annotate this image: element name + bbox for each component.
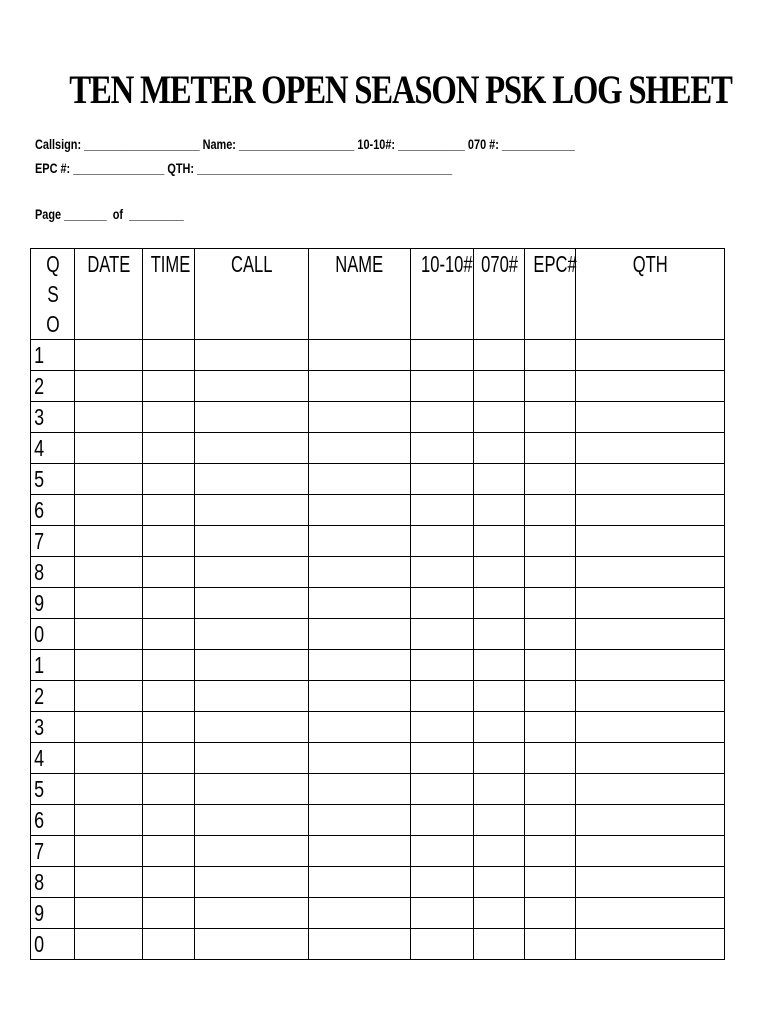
qso-number: 7: [34, 838, 45, 864]
date-cell[interactable]: [75, 526, 143, 557]
070-cell[interactable]: [474, 557, 525, 588]
table-row: [31, 402, 725, 433]
qth-cell[interactable]: [576, 867, 725, 898]
name-cell[interactable]: [309, 929, 411, 960]
qso-number: 6: [34, 807, 45, 833]
name-cell[interactable]: [309, 898, 411, 929]
date-cell[interactable]: [75, 867, 143, 898]
header-070: 070#: [474, 249, 525, 340]
qso-number: 3: [34, 714, 45, 740]
qso-number: 4: [34, 435, 45, 461]
qth-cell[interactable]: [576, 898, 725, 929]
epc-cell[interactable]: [525, 526, 576, 557]
name-cell[interactable]: [309, 557, 411, 588]
time-cell[interactable]: [143, 557, 195, 588]
epc-cell[interactable]: [525, 929, 576, 960]
time-cell[interactable]: [143, 495, 195, 526]
epc-cell[interactable]: [525, 712, 576, 743]
date-cell[interactable]: [75, 433, 143, 464]
070-cell[interactable]: [474, 526, 525, 557]
qso-number: 6: [34, 497, 45, 523]
qso-number-cell: [31, 340, 75, 371]
call-cell[interactable]: [195, 557, 309, 588]
070-cell[interactable]: [474, 712, 525, 743]
10-10-cell[interactable]: [411, 464, 474, 495]
date-cell[interactable]: [75, 402, 143, 433]
qth-cell[interactable]: [576, 619, 725, 650]
epc-cell[interactable]: [525, 340, 576, 371]
10-10-cell[interactable]: [411, 371, 474, 402]
qso-number: 0: [34, 931, 45, 957]
10-10-cell[interactable]: [411, 929, 474, 960]
name-cell[interactable]: [309, 526, 411, 557]
qth-cell[interactable]: [576, 340, 725, 371]
time-cell[interactable]: [143, 774, 195, 805]
time-cell[interactable]: [143, 805, 195, 836]
log-body: [31, 340, 725, 960]
call-cell[interactable]: [195, 402, 309, 433]
call-cell[interactable]: [195, 836, 309, 867]
time-cell[interactable]: [143, 464, 195, 495]
10-10-cell[interactable]: [411, 526, 474, 557]
date-cell[interactable]: [75, 743, 143, 774]
table-row: [31, 650, 725, 681]
10-10-cell[interactable]: [411, 681, 474, 712]
qth-cell[interactable]: [576, 805, 725, 836]
time-cell[interactable]: [143, 712, 195, 743]
header-qth: QTH: [576, 249, 725, 340]
qth-cell[interactable]: [576, 681, 725, 712]
qso-number-cell: [31, 464, 75, 495]
10-10-cell[interactable]: [411, 557, 474, 588]
time-cell[interactable]: [143, 433, 195, 464]
table-row: [31, 526, 725, 557]
epc-cell[interactable]: [525, 495, 576, 526]
call-cell[interactable]: [195, 588, 309, 619]
qso-number-cell: [31, 681, 75, 712]
call-cell[interactable]: [195, 464, 309, 495]
call-cell[interactable]: [195, 340, 309, 371]
10-10-cell[interactable]: [411, 712, 474, 743]
time-cell[interactable]: [143, 836, 195, 867]
date-cell[interactable]: [75, 495, 143, 526]
time-cell[interactable]: [143, 588, 195, 619]
10-10-cell[interactable]: [411, 495, 474, 526]
qso-number: 2: [34, 683, 45, 709]
table-row: [31, 929, 725, 960]
qso-number: 9: [34, 900, 45, 926]
10-10-cell[interactable]: [411, 898, 474, 929]
log-table: [30, 248, 725, 960]
qso-number: 5: [34, 466, 45, 492]
header-time: TIME: [143, 249, 195, 340]
qso-number: 3: [34, 404, 45, 430]
qso-number-cell: [31, 929, 75, 960]
name-cell[interactable]: [309, 402, 411, 433]
qth-cell[interactable]: [576, 743, 725, 774]
10-10-cell[interactable]: [411, 619, 474, 650]
epc-cell[interactable]: [525, 898, 576, 929]
header-name: NAME: [309, 249, 411, 340]
qth-cell[interactable]: [576, 371, 725, 402]
10-10-cell[interactable]: [411, 743, 474, 774]
call-cell[interactable]: [195, 743, 309, 774]
name-cell[interactable]: [309, 650, 411, 681]
epc-cell[interactable]: [525, 836, 576, 867]
call-cell[interactable]: [195, 681, 309, 712]
time-cell[interactable]: [143, 743, 195, 774]
10-10-cell[interactable]: [411, 805, 474, 836]
qso-number-cell: [31, 805, 75, 836]
070-cell[interactable]: [474, 340, 525, 371]
date-cell[interactable]: [75, 371, 143, 402]
epc-cell[interactable]: [525, 433, 576, 464]
call-cell[interactable]: [195, 929, 309, 960]
070-cell[interactable]: [474, 774, 525, 805]
070-cell[interactable]: [474, 836, 525, 867]
070-cell[interactable]: [474, 402, 525, 433]
10-10-cell[interactable]: [411, 774, 474, 805]
name-cell[interactable]: [309, 619, 411, 650]
header-call: CALL: [195, 249, 309, 340]
table-row: [31, 712, 725, 743]
070-cell[interactable]: [474, 650, 525, 681]
name-cell[interactable]: [309, 681, 411, 712]
qth-cell[interactable]: [576, 464, 725, 495]
qso-number-cell: [31, 867, 75, 898]
date-cell[interactable]: [75, 650, 143, 681]
call-cell[interactable]: [195, 371, 309, 402]
name-cell[interactable]: [309, 712, 411, 743]
table-row: [31, 557, 725, 588]
name-cell[interactable]: [309, 371, 411, 402]
epc-cell[interactable]: [525, 557, 576, 588]
table-row: [31, 898, 725, 929]
epc-cell[interactable]: [525, 743, 576, 774]
qth-cell[interactable]: [576, 495, 725, 526]
time-cell[interactable]: [143, 526, 195, 557]
name-cell[interactable]: [309, 495, 411, 526]
qth-cell[interactable]: [576, 433, 725, 464]
070-cell[interactable]: [474, 805, 525, 836]
qso-number: 5: [34, 776, 45, 802]
time-cell[interactable]: [143, 867, 195, 898]
date-cell[interactable]: [75, 805, 143, 836]
name-cell[interactable]: [309, 743, 411, 774]
call-cell[interactable]: [195, 867, 309, 898]
qso-number-cell: [31, 712, 75, 743]
header-date: DATE: [75, 249, 143, 340]
date-cell[interactable]: [75, 681, 143, 712]
table-row: [31, 681, 725, 712]
time-cell[interactable]: [143, 650, 195, 681]
table-row: [31, 588, 725, 619]
name-cell[interactable]: [309, 805, 411, 836]
qth-cell[interactable]: [576, 836, 725, 867]
10-10-cell[interactable]: [411, 340, 474, 371]
qso-number: 4: [34, 745, 45, 771]
date-cell[interactable]: [75, 774, 143, 805]
070-cell[interactable]: [474, 743, 525, 774]
callsign-name-fields[interactable]: Callsign: ___________________ Name: ___________________ 10-10#: ___________ 070 #: ____________: [35, 136, 575, 152]
070-cell[interactable]: [474, 867, 525, 898]
call-cell[interactable]: [195, 712, 309, 743]
qso-number-cell: [31, 898, 75, 929]
header-10-10: 10-10#: [411, 249, 474, 340]
qth-cell[interactable]: [576, 774, 725, 805]
date-cell[interactable]: [75, 340, 143, 371]
070-cell[interactable]: [474, 588, 525, 619]
date-cell[interactable]: [75, 929, 143, 960]
call-cell[interactable]: [195, 805, 309, 836]
page-of-fields[interactable]: Page _______ of _________: [35, 206, 184, 222]
epc-cell[interactable]: [525, 464, 576, 495]
qso-number-cell: [31, 495, 75, 526]
qth-cell[interactable]: [576, 712, 725, 743]
qso-number: 1: [34, 342, 45, 368]
call-cell[interactable]: [195, 898, 309, 929]
call-cell[interactable]: [195, 774, 309, 805]
070-cell[interactable]: [474, 681, 525, 712]
10-10-cell[interactable]: [411, 588, 474, 619]
qso-number-cell: [31, 836, 75, 867]
epc-cell[interactable]: [525, 867, 576, 898]
name-cell[interactable]: [309, 867, 411, 898]
table-row: [31, 743, 725, 774]
table-row: [31, 371, 725, 402]
date-cell[interactable]: [75, 464, 143, 495]
qso-number-cell: [31, 371, 75, 402]
qso-number: 0: [34, 621, 45, 647]
name-cell[interactable]: [309, 774, 411, 805]
qth-cell[interactable]: [576, 588, 725, 619]
time-cell[interactable]: [143, 371, 195, 402]
epc-cell[interactable]: [525, 371, 576, 402]
epc-cell[interactable]: [525, 588, 576, 619]
time-cell[interactable]: [143, 619, 195, 650]
call-cell[interactable]: [195, 433, 309, 464]
070-cell[interactable]: [474, 464, 525, 495]
name-cell[interactable]: [309, 464, 411, 495]
qth-cell[interactable]: [576, 929, 725, 960]
time-cell[interactable]: [143, 929, 195, 960]
call-cell[interactable]: [195, 495, 309, 526]
070-cell[interactable]: [474, 898, 525, 929]
qso-number: 9: [34, 590, 45, 616]
name-cell[interactable]: [309, 340, 411, 371]
070-cell[interactable]: [474, 619, 525, 650]
date-cell[interactable]: [75, 557, 143, 588]
name-cell[interactable]: [309, 433, 411, 464]
name-cell[interactable]: [309, 588, 411, 619]
call-cell[interactable]: [195, 526, 309, 557]
070-cell[interactable]: [474, 495, 525, 526]
time-cell[interactable]: [143, 402, 195, 433]
epc-cell[interactable]: [525, 774, 576, 805]
epc-cell[interactable]: [525, 402, 576, 433]
qso-number-cell: [31, 402, 75, 433]
time-cell[interactable]: [143, 681, 195, 712]
qso-number-cell: [31, 743, 75, 774]
qso-number-cell: [31, 774, 75, 805]
call-cell[interactable]: [195, 619, 309, 650]
name-cell[interactable]: [309, 836, 411, 867]
date-cell[interactable]: [75, 712, 143, 743]
date-cell[interactable]: [75, 898, 143, 929]
epc-cell[interactable]: [525, 805, 576, 836]
table-row: [31, 433, 725, 464]
header-epc: EPC#: [525, 249, 576, 340]
10-10-cell[interactable]: [411, 836, 474, 867]
qth-cell[interactable]: [576, 650, 725, 681]
epc-cell[interactable]: [525, 619, 576, 650]
qso-number-cell: [31, 433, 75, 464]
qso-number: 7: [34, 528, 45, 554]
table-row: [31, 867, 725, 898]
qso-number-cell: [31, 526, 75, 557]
epc-cell[interactable]: [525, 650, 576, 681]
date-cell[interactable]: [75, 836, 143, 867]
qso-number: 8: [34, 559, 45, 585]
header-qso: QSO: [31, 249, 75, 340]
070-cell[interactable]: [474, 929, 525, 960]
qth-cell[interactable]: [576, 557, 725, 588]
table-header-row: [31, 249, 725, 340]
time-cell[interactable]: [143, 898, 195, 929]
table-row: [31, 805, 725, 836]
qso-number: 2: [34, 373, 45, 399]
call-cell[interactable]: [195, 650, 309, 681]
time-cell[interactable]: [143, 340, 195, 371]
epc-cell[interactable]: [525, 681, 576, 712]
table-row: [31, 619, 725, 650]
10-10-cell[interactable]: [411, 433, 474, 464]
qth-cell[interactable]: [576, 402, 725, 433]
10-10-cell[interactable]: [411, 402, 474, 433]
10-10-cell[interactable]: [411, 867, 474, 898]
qso-number-cell: [31, 650, 75, 681]
10-10-cell[interactable]: [411, 650, 474, 681]
qso-number: 1: [34, 652, 45, 678]
page-title: TEN METER OPEN SEASON PSK LOG SHEET: [69, 67, 732, 112]
table-row: [31, 774, 725, 805]
qso-number-cell: [31, 588, 75, 619]
qso-number-cell: [31, 619, 75, 650]
qth-cell[interactable]: [576, 526, 725, 557]
date-cell[interactable]: [75, 619, 143, 650]
table-row: [31, 340, 725, 371]
table-row: [31, 836, 725, 867]
date-cell[interactable]: [75, 588, 143, 619]
table-row: [31, 495, 725, 526]
epc-qth-fields[interactable]: EPC #: _______________ QTH: __________________________________________: [35, 160, 453, 176]
070-cell[interactable]: [474, 371, 525, 402]
qso-number-cell: [31, 557, 75, 588]
table-row: [31, 464, 725, 495]
070-cell[interactable]: [474, 433, 525, 464]
qso-number: 8: [34, 869, 45, 895]
